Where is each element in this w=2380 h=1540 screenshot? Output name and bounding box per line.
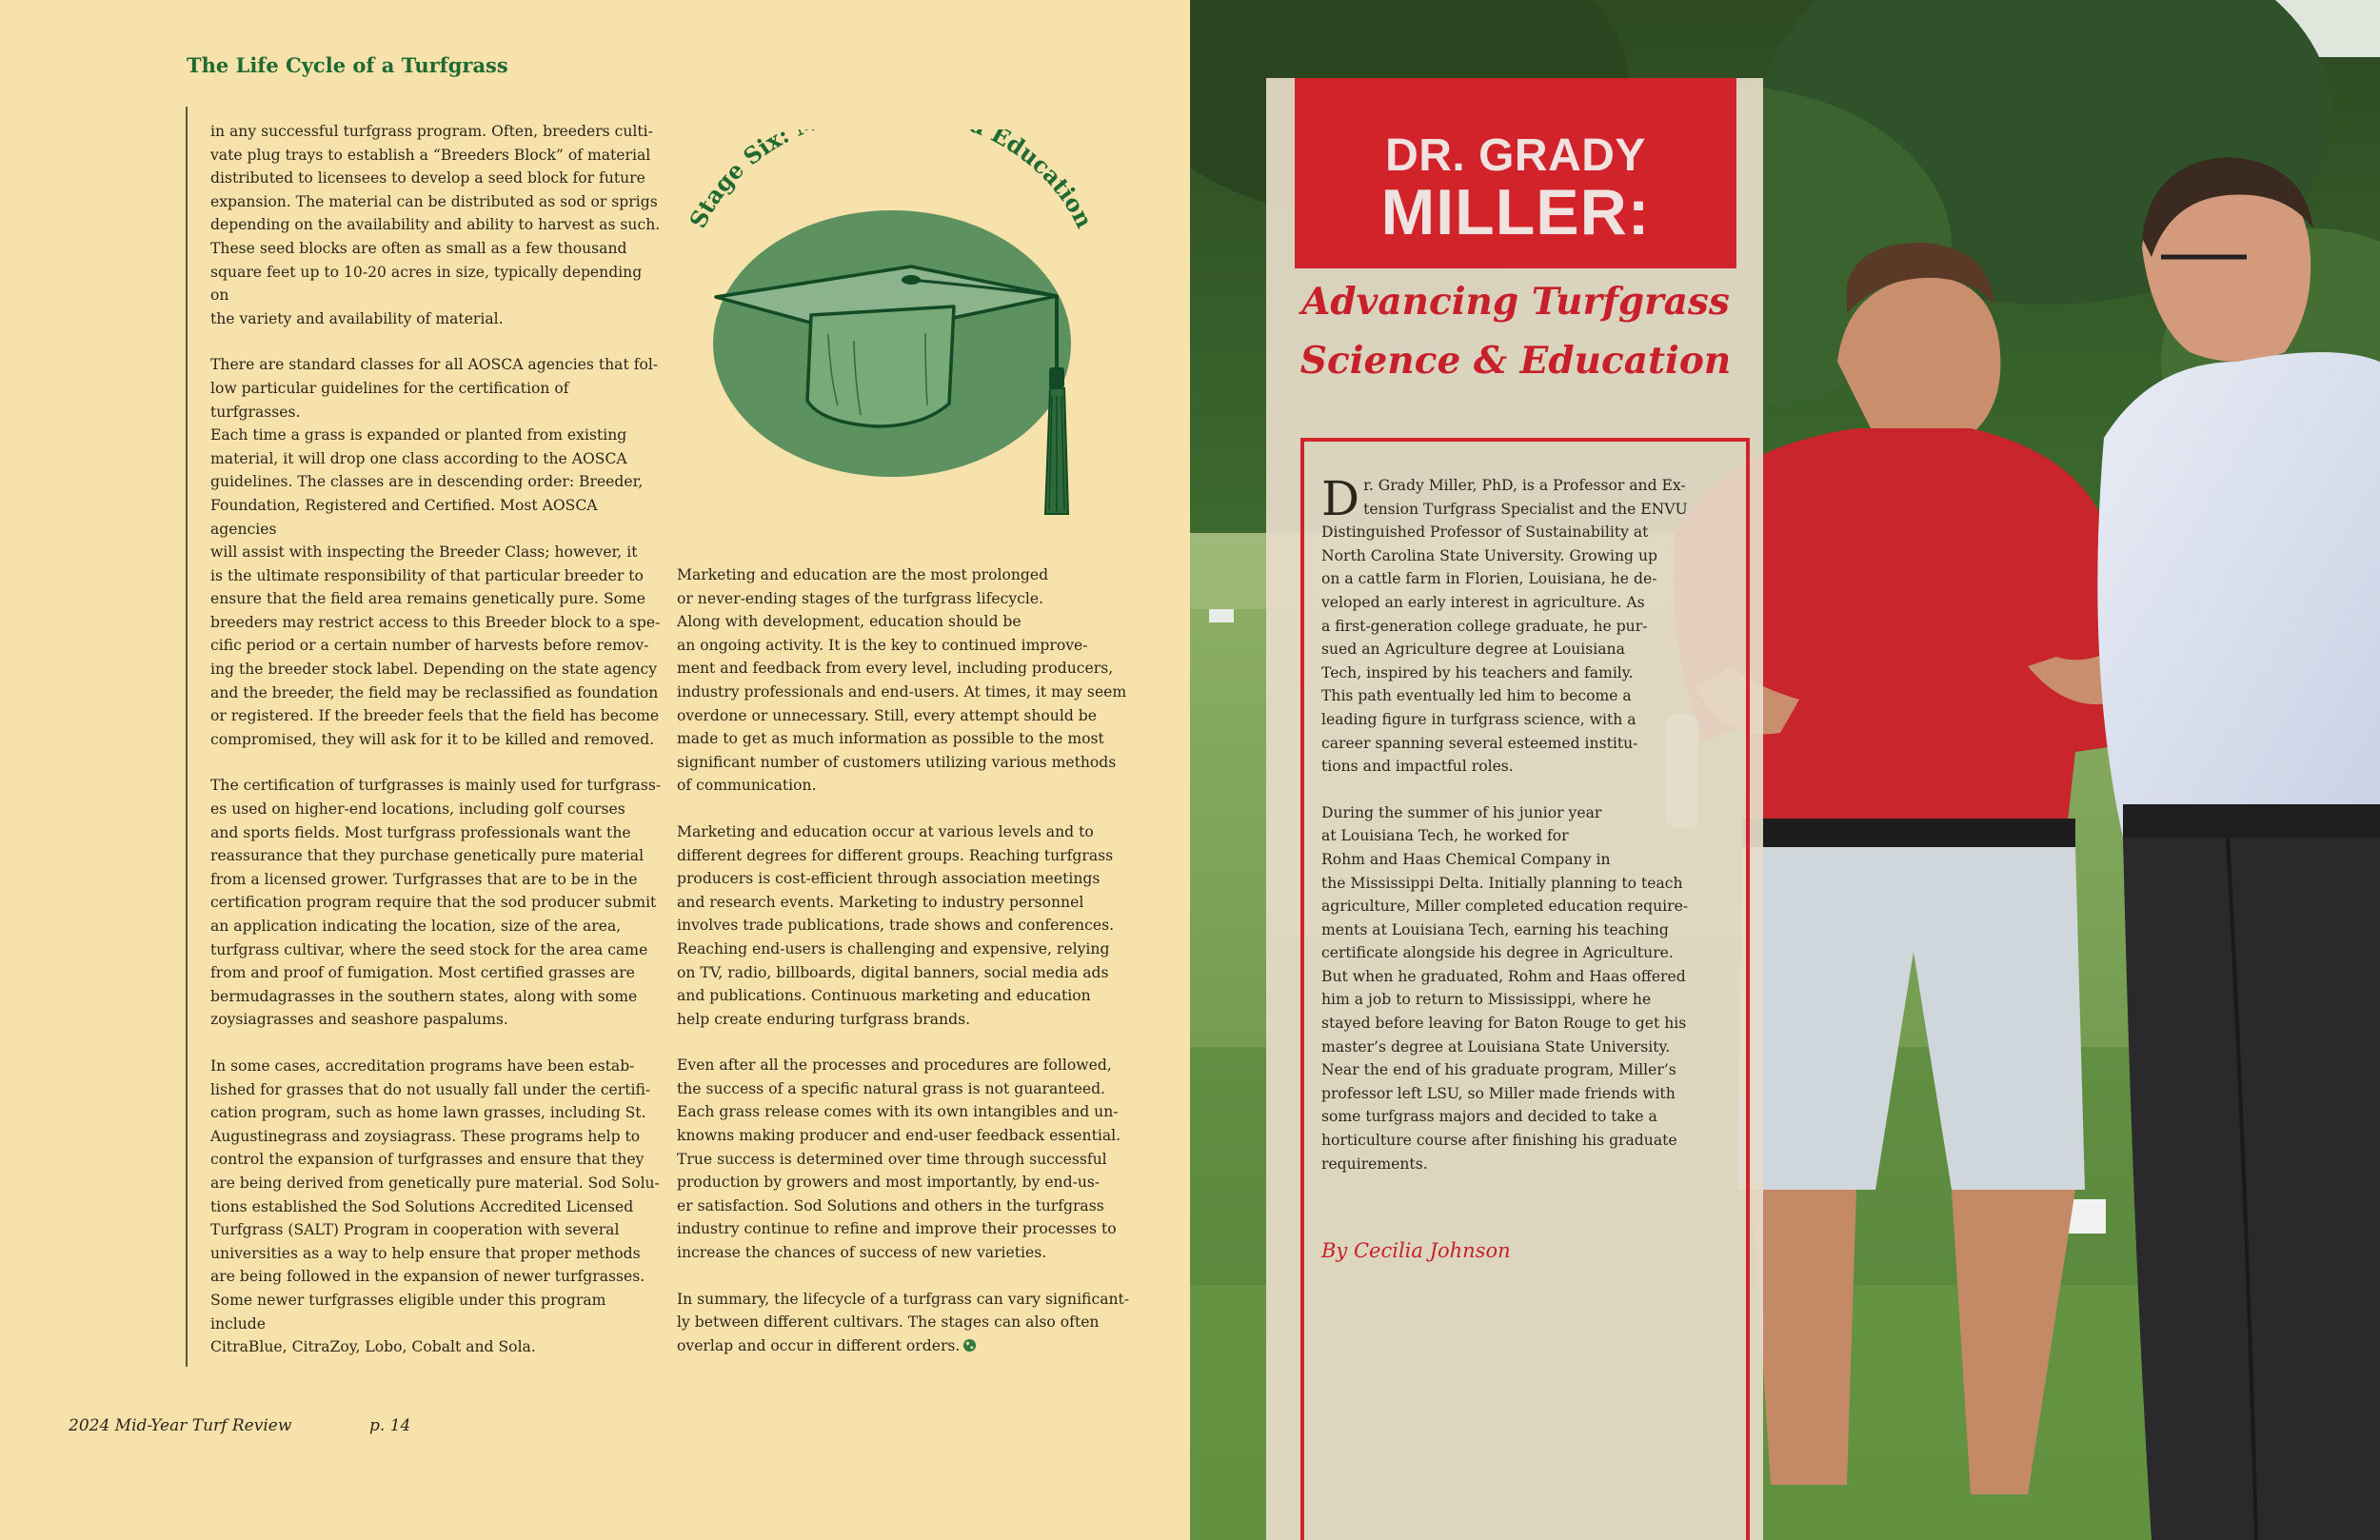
story-text (1321, 471, 1731, 1198)
title-box (1295, 78, 1736, 268)
right-page (1190, 0, 2380, 1540)
globe-icon (962, 1338, 977, 1352)
paragraph: Marketing and education are the most prolonged or never-ending stages of the turfgrass lifecycle. Along with development, education should be an ongoing activity. It is the key to continued improve- ment and feedback from every level, including producers, industry professionals and end-users. At times, it may seem overdone or unnecessary. Still, every attempt should be made to get as much information as possible to the most significant number of customers utilizing various methods of communication. (677, 566, 1127, 795)
text-column-1 (210, 120, 662, 1382)
drop-cap: D (1321, 471, 1360, 526)
mortarboard-icon (678, 129, 1116, 539)
stage-six-graphic (678, 129, 1116, 539)
stage-heading: Stage Six: Education (684, 129, 1099, 233)
text-column-2 (677, 563, 1134, 1380)
article-subtitle (1276, 272, 1755, 390)
paragraph: Marketing and education occur at various levels and to different degrees for different groups. Reaching turfgrass producers is cost-efficient through association meetings and research events. Marketing to industry personnel involves trade publications, trade shows and conferences. Reaching end-users is challenging and expensive, relying on TV, radio, billboards, digital banners, social media ads and publications. Continuous marketing and education help create enduring turfgrass brands. (677, 822, 1115, 1028)
paragraph-final (677, 1288, 1134, 1358)
footer-publication: 2024 Mid-Year Turf Review (69, 1416, 292, 1435)
column-rule (186, 107, 188, 1367)
paragraph: Even after all the processes and procedures are followed, the success of a specific natural grass is not guaranteed. Each grass release comes with its own intangibles and un- knowns making producer and end-user feedback essential. True success is determined over time through successful production by growers and most importantly, by end-us- er satisfaction. Sod Solutions and others in the turfgrass industry continue to refine and improve their processes to increase the chances of success of new varieties. (677, 1056, 1121, 1262)
paragraph: During the summer of his junior year at Louisiana Tech, he worked for Rohm and Haas Chemical Company in the Mississippi Delta. Initially planning to teach agriculture, Miller completed education require- ments at Louisiana Tech, earning his teaching certificate alongside his degree in Agriculture. But when he graduated, Rohm and Haas offered him a job to return to Mississippi, where he stayed before leaving for Baton Rouge to get his master’s degree at Louisiana State University. Near the end of his graduate program, Miller’s professor left LSU, so Miller made friends with some turfgrass majors and decided to take a horticulture course after finishing his graduate requirements. (1321, 803, 1689, 1173)
paragraph-text: r. Grady Miller, PhD, is a Professor and Ex- tension Turfgrass Specialist and the ENVU Distinguished Professor of Sustainability at North Carolina State University. Growing up on a cattle farm in Florien, Louisiana, he de- veloped an early interest in agriculture. As a first-generation college graduate, he pur- sued an Agriculture degree at Louisiana Tech, inspired by his teachers and family. This path eventually led him to become a leading figure in turfgrass science, with a career spanning several esteemed institu- tions and impactful roles. (1321, 477, 1688, 776)
article-title-line2: MILLER: (1380, 176, 1651, 248)
article-title-line1: DR. GRADY (1385, 130, 1646, 181)
paragraph-text: In summary, the lifecycle of a turfgrass can vary significant- ly between different cultivars. The stages can also often overlap and occur in different orders. (677, 1290, 1130, 1354)
footer-page-number: p. 14 (369, 1416, 411, 1435)
paragraph: in any successful turfgrass program. Often, breeders culti- vate plug trays to establish a “Breeders Block” of material distributed to licensees to develop a seed block for future expansion. The material can be distributed as sod or sprigs depending on the availability and ability to harvest as such. These seed blocks are often as small as a few thousand square feet up to 10-20 acres in size, typically depending on the variety and availability of material. (210, 123, 661, 327)
paragraph: In some cases, accreditation programs have been estab- lished for grasses that do not usually fall under the certifi- cation program, such as home lawn grasses, including St. Augustinegrass and zoysiagrass. These programs help to control the expansion of turfgrasses and ensure that they are being derived from genetically pure material. Sod Solu- tions established the Sod Solutions Accredited Licensed Turfgrass (SALT) Program in cooperation with several universities as a way to help ensure that proper methods are being followed in the expansion of newer turfgrasses. Some newer turfgrasses eligible under this program include CitraBlue, CitraZoy, Lobo, Cobalt and Sola. (210, 1056, 660, 1356)
paragraph (1321, 471, 1731, 779)
subtitle-line1: Advancing Turfgrass (1301, 280, 1730, 324)
paragraph: The certification of turfgrasses is mainly used for turfgrass- es used on higher-end locations, including golf courses and sports fields. Most turfgrass professionals want the reassurance that they purchase genetically pure material from a licensed grower. Turfgrasses that are to be in the certification program require that the sod producer submit an application indicating the location, size of the area, turfgrass cultivar, where the seed stock for the area came from and proof of fumigation. Most certified grasses are bermudagrasses in the southern states, along with some zoysiagrasses and seashore paspalums. (210, 777, 662, 1029)
paragraph: There are standard classes for all AOSCA agencies that fol- low particular guidelines for the certification of turfgrasses. Each time a grass is expanded or planted from existing material, it will drop one class according to the AOSCA guidelines. The classes are in descending order: Breeder, Foundation, Registered and Certified. Most AOSCA agencies will assist with inspecting the Breeder Class; however, it is the ultimate responsibility of that particular breeder to ensure that the field area remains genetically pure. Some breeders may restrict access to this Breeder block to a spe- cific period or a certain number of harvests before remov- ing the breeder stock label. Depending on the state agency and the breeder, the field may be reclassified as foundation or registered. If the breeder feels that the field has become compromised, they will ask for it to be killed and removed. (210, 356, 661, 748)
subtitle-line2: Science & Education (1299, 339, 1732, 383)
byline: By Cecilia Johnson (1321, 1239, 1511, 1262)
running-head: The Life Cycle of a Turfgrass (187, 53, 508, 77)
